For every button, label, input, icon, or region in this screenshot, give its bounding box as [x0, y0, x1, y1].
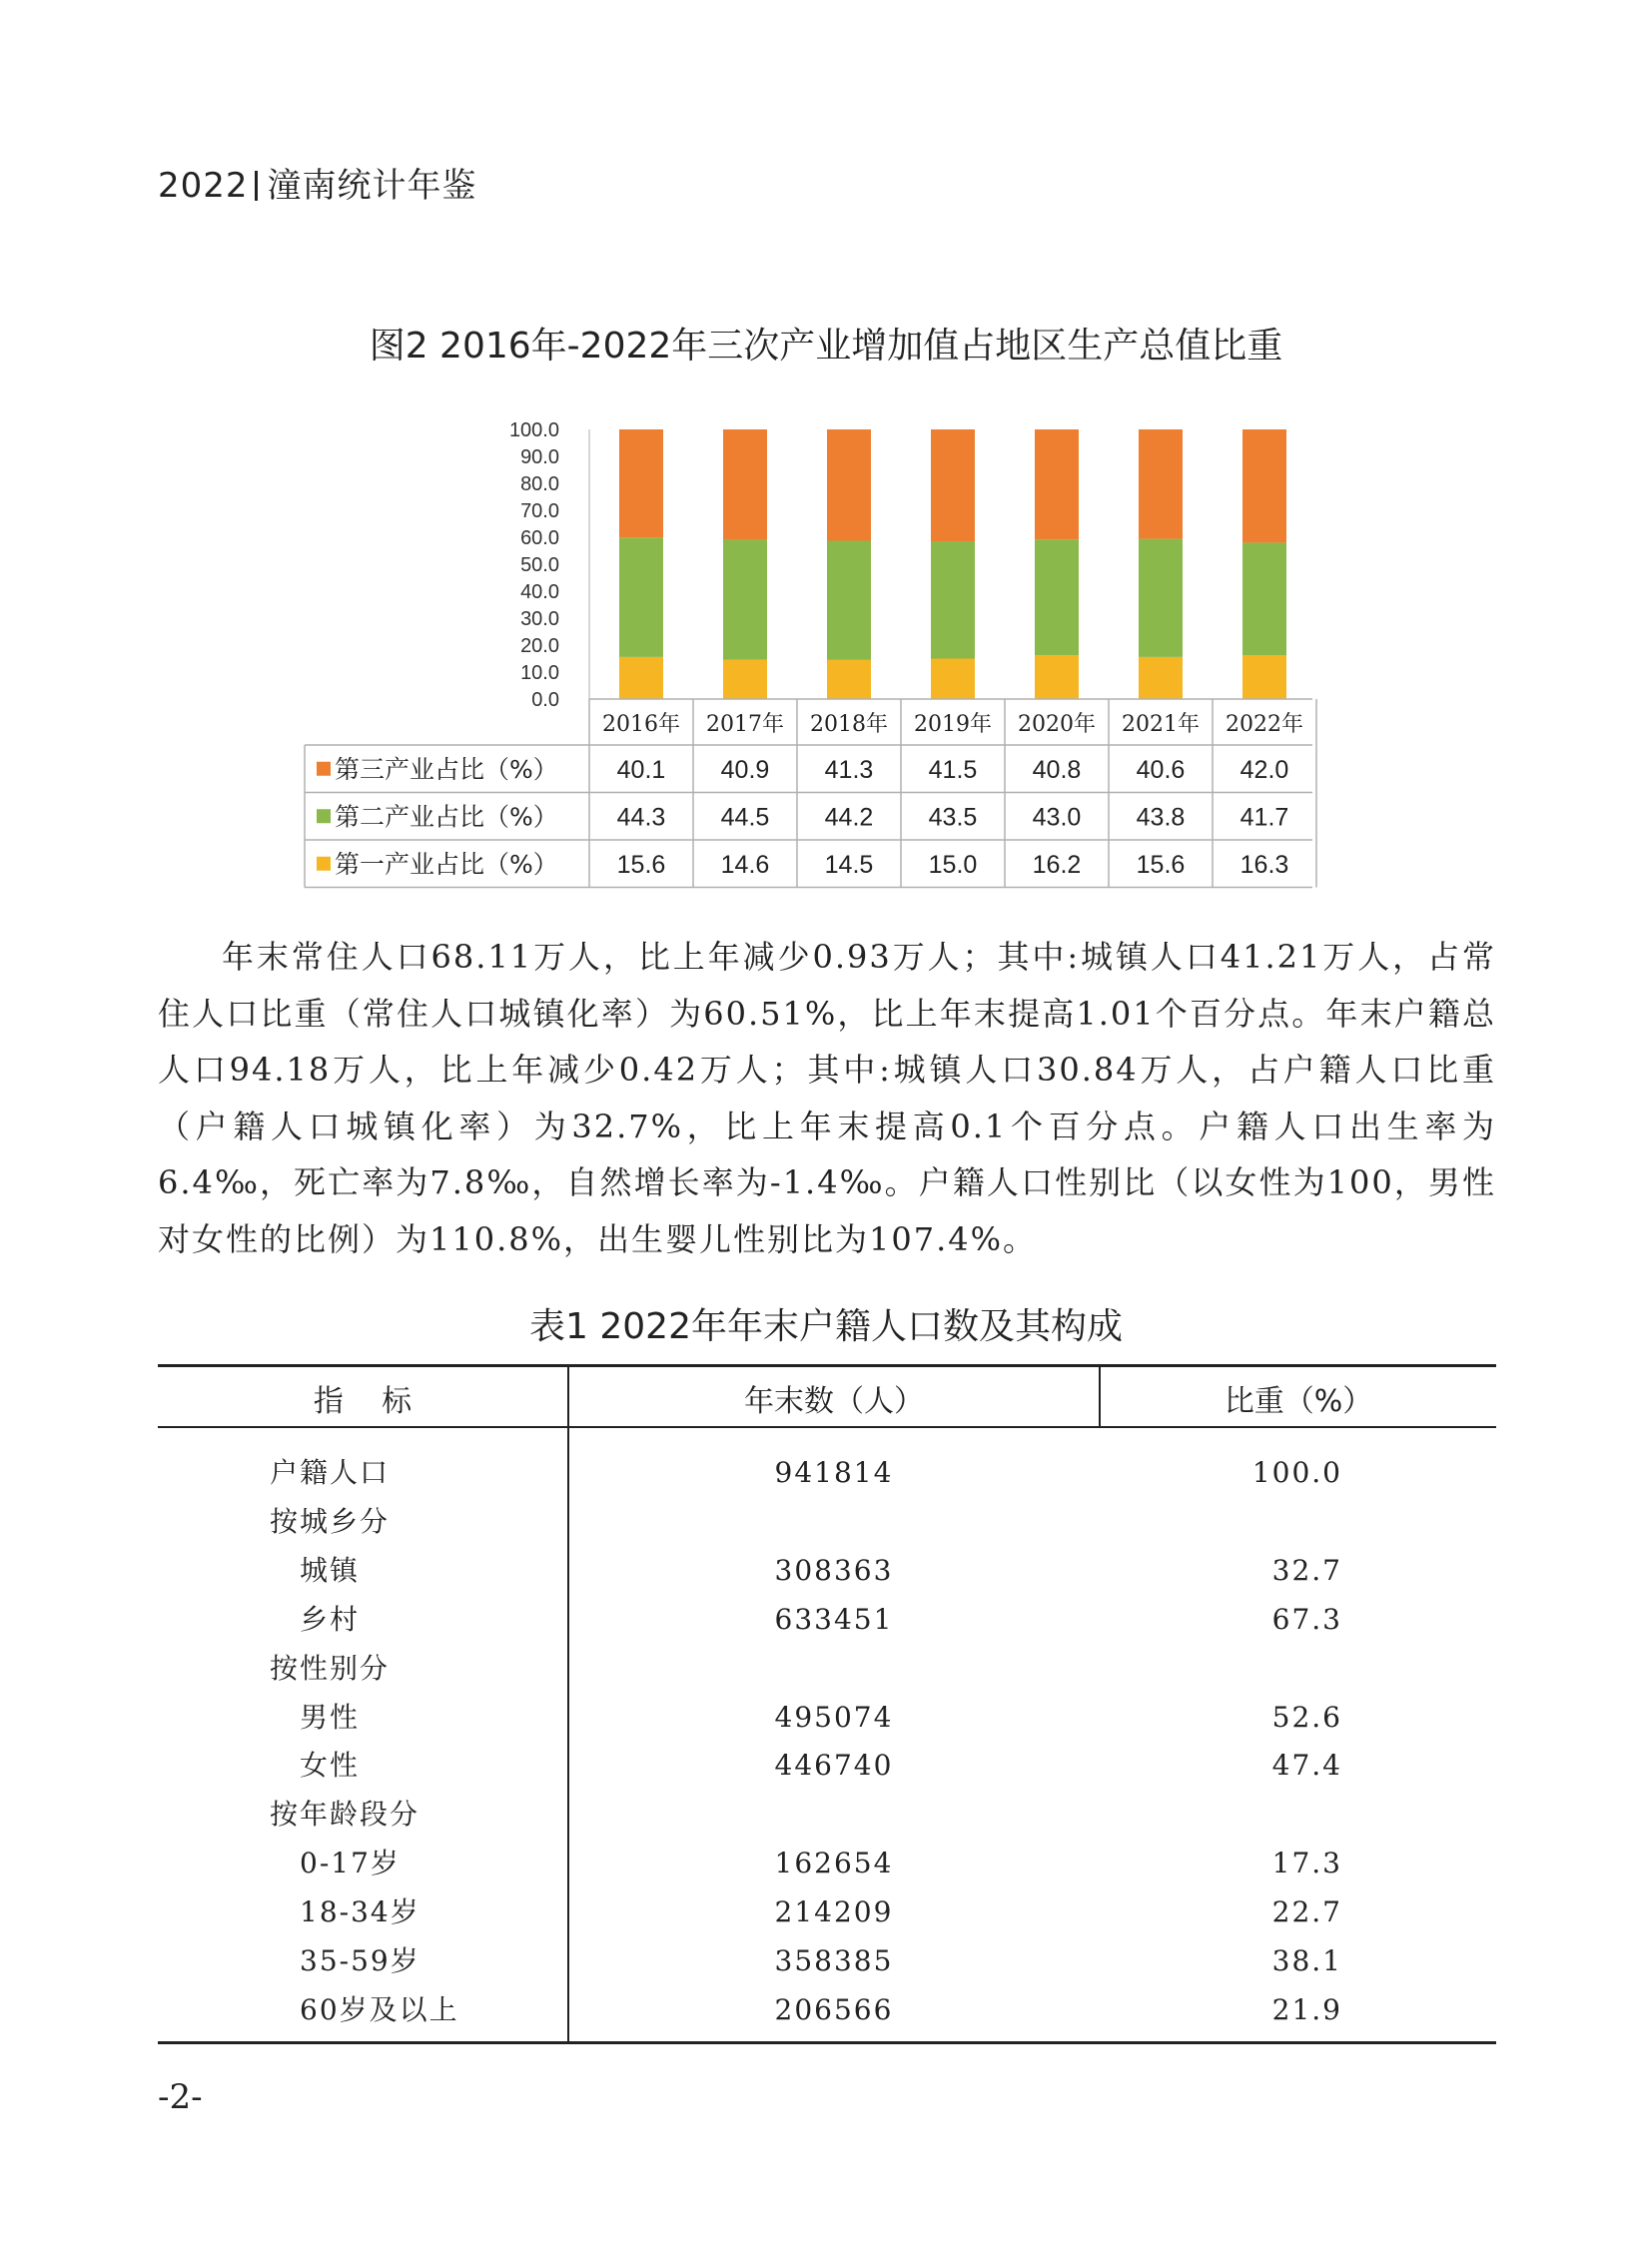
- data-table-value: 15.6: [1136, 850, 1186, 879]
- category-label: 2022年: [1226, 712, 1303, 737]
- y-tick-label: 60.0: [520, 527, 559, 549]
- bar-segment: [1035, 429, 1079, 539]
- data-table-value: 41.7: [1239, 803, 1289, 832]
- bar-segment: [1242, 429, 1286, 542]
- data-table-value: 44.2: [824, 803, 874, 832]
- data-table-value: 43.0: [1032, 803, 1082, 832]
- data-table-value: 44.5: [720, 803, 770, 832]
- bar-segment: [723, 429, 767, 539]
- data-table-value: 14.6: [720, 850, 770, 879]
- data-table-value: 40.1: [616, 755, 666, 784]
- y-tick-label: 100.0: [508, 419, 559, 441]
- table-row-share: 38.1: [1271, 1944, 1342, 1977]
- bar-segment: [827, 429, 871, 541]
- table-row-share: 17.3: [1271, 1847, 1342, 1880]
- data-table-value: 41.5: [928, 755, 978, 784]
- page-number: -2-: [158, 2077, 203, 2117]
- data-table-value: 40.9: [720, 755, 770, 784]
- table-row-share: 32.7: [1271, 1553, 1342, 1587]
- data-table-value: 41.3: [824, 755, 874, 784]
- y-tick-label: 10.0: [520, 662, 559, 684]
- table-row-count: 308363: [774, 1553, 894, 1587]
- bar-segment: [723, 539, 767, 659]
- bar-segment: [1139, 657, 1183, 699]
- table-row-label: 女性: [300, 1749, 361, 1783]
- table-bottom-rule: [158, 2041, 1496, 2044]
- table-row-share: 100.0: [1251, 1456, 1342, 1489]
- bar-segment: [1139, 429, 1183, 539]
- table-row-label: 60岁及以上: [300, 1992, 459, 2026]
- table-row-label: 按城乡分: [270, 1504, 391, 1538]
- data-table-value: 42.0: [1239, 755, 1289, 784]
- table-row-label: 0-17岁: [300, 1847, 401, 1880]
- category-label: 2019年: [914, 712, 992, 737]
- y-tick-label: 0.0: [531, 689, 559, 711]
- table-row-label: 18-34岁: [300, 1895, 420, 1929]
- table-row-share: 47.4: [1271, 1749, 1342, 1783]
- table-row-count: 214209: [774, 1895, 894, 1929]
- bar-segment: [827, 660, 871, 699]
- table-title: 表1 2022年年末户籍人口数及其构成: [529, 1306, 1123, 1347]
- table-row-label: 城镇: [300, 1553, 361, 1587]
- y-tick-label: 30.0: [520, 608, 559, 630]
- bar-segment: [827, 541, 871, 660]
- bar-segment: [723, 660, 767, 699]
- data-table-value: 43.5: [928, 803, 978, 832]
- legend-label: 第二产业占比（%）: [335, 802, 558, 832]
- category-label: 2018年: [810, 712, 888, 737]
- bar-segment: [619, 429, 663, 537]
- table-row-label: 乡村: [300, 1602, 361, 1636]
- data-table-value: 15.6: [616, 850, 666, 879]
- y-tick-label: 80.0: [520, 473, 559, 495]
- table-row-share: 22.7: [1271, 1895, 1342, 1929]
- bar-segment: [1035, 655, 1079, 699]
- y-tick-label: 40.0: [520, 581, 559, 603]
- legend-label: 第三产业占比（%）: [335, 754, 558, 784]
- data-table-value: 16.3: [1239, 850, 1289, 879]
- header-year: 2022: [158, 166, 249, 206]
- data-table-value: 44.3: [616, 803, 666, 832]
- table-row-share: 21.9: [1271, 1992, 1342, 2026]
- data-table-value: 40.8: [1032, 755, 1082, 784]
- data-table-value: 15.0: [928, 850, 978, 879]
- population-paragraph: 年末常住人口68.11万人，比上年减少0.93万人；其中:城镇人口41.21万人，占常住人口比重（常住人口城镇化率）为60.51%，比上年末提高1.01个百分点。年末户籍总人口94.18万人，比上年减少0.42万人；其中:城镇人口30.84万人，占户籍人口比重（户籍人口城镇化率）为32.7%，比上年末提高0.1个百分点。户籍人口出生率为6.4‰，死亡率为7.8‰，自然增长率为-1.4‰。户籍人口性别比（以女性为100，男性对女性的比例）为110.8%，出生婴儿性别比为107.4%。: [158, 938, 1496, 1258]
- y-tick-label: 90.0: [520, 446, 559, 468]
- table-row-count: 495074: [774, 1700, 894, 1734]
- data-table-value: 16.2: [1032, 850, 1082, 879]
- category-label: 2020年: [1018, 712, 1096, 737]
- table-header-share: 比重（%）: [1224, 1384, 1373, 1419]
- data-table-value: 14.5: [824, 850, 874, 879]
- y-tick-label: 20.0: [520, 635, 559, 657]
- bar-segment: [1242, 655, 1286, 699]
- table-row-count: 358385: [774, 1944, 894, 1977]
- chart-title: 图2 2016年-2022年三次产业增加值占地区生产总值比重: [369, 326, 1283, 367]
- header-book-title: 潼南统计年鉴: [267, 166, 477, 206]
- legend-swatch: [317, 857, 331, 871]
- table-row-count: 941814: [774, 1456, 894, 1489]
- table-row-count: 446740: [774, 1749, 894, 1783]
- category-label: 2017年: [706, 712, 784, 737]
- data-table-value: 40.6: [1136, 755, 1186, 784]
- bar-segment: [1035, 539, 1079, 655]
- y-tick-label: 70.0: [520, 500, 559, 522]
- table-header-count: 年末数（人）: [744, 1384, 924, 1419]
- stacked-bar-chart: [0, 0, 1652, 899]
- legend-swatch: [317, 762, 331, 776]
- table-header-indicator: 指 标: [313, 1384, 413, 1419]
- bar-segment: [931, 429, 975, 541]
- category-label: 2016年: [602, 712, 680, 737]
- bar-segment: [619, 657, 663, 699]
- table-row-share: 52.6: [1271, 1700, 1342, 1734]
- y-tick-label: 50.0: [520, 554, 559, 576]
- table-row-label: 按年龄段分: [270, 1798, 420, 1832]
- table-row-count: 206566: [774, 1992, 894, 2026]
- table-row-share: 67.3: [1271, 1602, 1342, 1636]
- table-header-rule: [158, 1426, 1496, 1428]
- legend-swatch: [317, 809, 331, 823]
- table-row-count: 633451: [774, 1602, 894, 1636]
- table-row-label: 户籍人口: [270, 1456, 391, 1489]
- table-row-label: 35-59岁: [300, 1944, 420, 1977]
- bar-segment: [931, 541, 975, 658]
- table-row-label: 男性: [300, 1700, 361, 1734]
- table-row-label: 按性别分: [270, 1651, 391, 1685]
- category-label: 2021年: [1122, 712, 1200, 737]
- legend-label: 第一产业占比（%）: [335, 849, 558, 879]
- bar-segment: [931, 659, 975, 700]
- bar-segment: [1139, 539, 1183, 657]
- table-row-count: 162654: [774, 1847, 894, 1880]
- bar-segment: [619, 537, 663, 657]
- table-top-rule: [158, 1364, 1496, 1367]
- bar-segment: [1242, 542, 1286, 655]
- data-table-value: 43.8: [1136, 803, 1186, 832]
